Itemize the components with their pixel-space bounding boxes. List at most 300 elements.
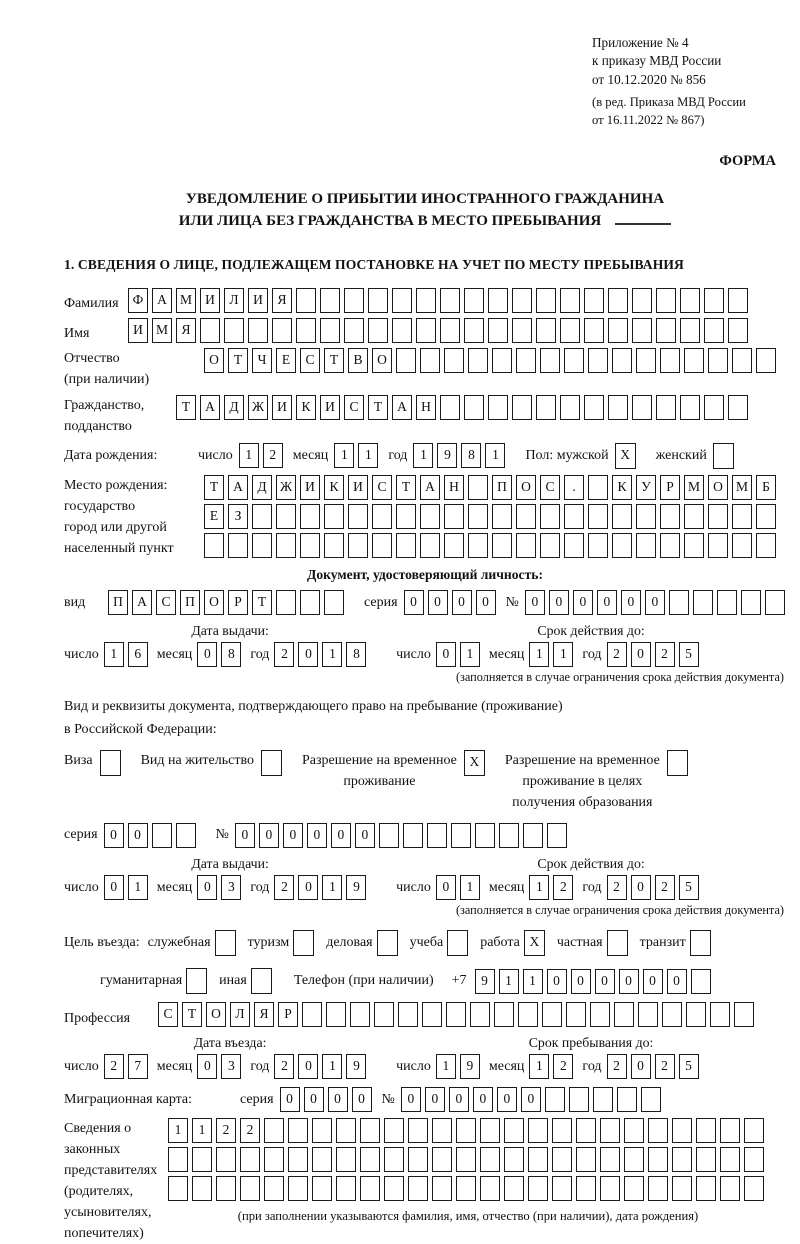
char-cell[interactable] — [560, 395, 580, 420]
char-cell[interactable]: К — [324, 475, 344, 500]
char-cell[interactable]: 0 — [473, 1087, 493, 1112]
char-cell[interactable] — [272, 318, 292, 343]
char-cell[interactable]: 2 — [607, 1054, 627, 1079]
char-cell[interactable]: 0 — [197, 875, 217, 900]
char-cell[interactable] — [708, 533, 728, 558]
char-cell[interactable] — [403, 823, 423, 848]
char-cell[interactable]: У — [636, 475, 656, 500]
char-cell[interactable] — [720, 1176, 740, 1201]
char-cell[interactable]: 0 — [352, 1087, 372, 1112]
char-cell[interactable]: О — [206, 1002, 226, 1027]
char-cell[interactable] — [617, 1087, 637, 1112]
char-cell[interactable]: А — [228, 475, 248, 500]
char-cell[interactable] — [540, 533, 560, 558]
char-cell[interactable]: 1 — [529, 642, 549, 667]
char-cell[interactable] — [344, 288, 364, 313]
char-cell[interactable]: Д — [252, 475, 272, 500]
char-cell[interactable]: 2 — [553, 1054, 573, 1079]
char-cell[interactable] — [614, 1002, 634, 1027]
char-cell[interactable] — [600, 1147, 620, 1172]
char-cell[interactable] — [348, 533, 368, 558]
char-cell[interactable] — [656, 288, 676, 313]
char-cell[interactable]: 1 — [553, 642, 573, 667]
purpose-transit-checkbox[interactable] — [690, 930, 711, 956]
char-cell[interactable] — [408, 1118, 428, 1143]
char-cell[interactable]: 0 — [643, 969, 663, 994]
char-cell[interactable] — [312, 1118, 332, 1143]
char-cell[interactable] — [636, 533, 656, 558]
char-cell[interactable]: Т — [252, 590, 272, 615]
char-cell[interactable]: И — [128, 318, 148, 343]
char-cell[interactable] — [728, 288, 748, 313]
char-cell[interactable]: 8 — [461, 443, 481, 468]
char-cell[interactable]: 2 — [655, 875, 675, 900]
char-cell[interactable] — [288, 1118, 308, 1143]
char-cell[interactable]: 3 — [221, 1054, 241, 1079]
char-cell[interactable] — [456, 1176, 476, 1201]
char-cell[interactable]: Я — [254, 1002, 274, 1027]
char-cell[interactable] — [264, 1176, 284, 1201]
char-cell[interactable]: Т — [324, 348, 344, 373]
char-cell[interactable]: Я — [176, 318, 196, 343]
char-cell[interactable] — [588, 533, 608, 558]
char-cell[interactable] — [384, 1176, 404, 1201]
char-cell[interactable]: П — [492, 475, 512, 500]
char-cell[interactable] — [464, 395, 484, 420]
char-cell[interactable]: 1 — [413, 443, 433, 468]
char-cell[interactable]: 0 — [425, 1087, 445, 1112]
char-cell[interactable]: Е — [276, 348, 296, 373]
char-cell[interactable] — [444, 504, 464, 529]
char-cell[interactable]: А — [132, 590, 152, 615]
char-cell[interactable]: 1 — [523, 969, 543, 994]
char-cell[interactable] — [408, 1147, 428, 1172]
char-cell[interactable]: 0 — [128, 823, 148, 848]
char-cell[interactable] — [480, 1176, 500, 1201]
char-cell[interactable] — [648, 1147, 668, 1172]
female-checkbox[interactable] — [713, 443, 734, 469]
char-cell[interactable]: 9 — [460, 1054, 480, 1079]
char-cell[interactable]: 1 — [322, 875, 342, 900]
char-cell[interactable]: 0 — [436, 875, 456, 900]
char-cell[interactable] — [374, 1002, 394, 1027]
char-cell[interactable] — [545, 1087, 565, 1112]
char-cell[interactable] — [264, 1147, 284, 1172]
char-cell[interactable] — [470, 1002, 490, 1027]
purpose-work-checkbox[interactable]: X — [524, 930, 545, 956]
char-cell[interactable]: 0 — [619, 969, 639, 994]
char-cell[interactable]: 9 — [437, 443, 457, 468]
char-cell[interactable]: Т — [396, 475, 416, 500]
char-cell[interactable] — [540, 504, 560, 529]
char-cell[interactable] — [416, 288, 436, 313]
char-cell[interactable] — [600, 1176, 620, 1201]
char-cell[interactable] — [432, 1118, 452, 1143]
char-cell[interactable] — [488, 395, 508, 420]
char-cell[interactable]: 0 — [401, 1087, 421, 1112]
char-cell[interactable] — [756, 533, 776, 558]
char-cell[interactable] — [300, 590, 320, 615]
char-cell[interactable] — [396, 348, 416, 373]
char-cell[interactable] — [552, 1118, 572, 1143]
char-cell[interactable] — [440, 288, 460, 313]
char-cell[interactable] — [320, 318, 340, 343]
char-cell[interactable]: 1 — [322, 1054, 342, 1079]
char-cell[interactable]: Т — [368, 395, 388, 420]
char-cell[interactable] — [704, 395, 724, 420]
char-cell[interactable] — [552, 1147, 572, 1172]
char-cell[interactable] — [350, 1002, 370, 1027]
char-cell[interactable] — [368, 288, 388, 313]
char-cell[interactable] — [672, 1118, 692, 1143]
char-cell[interactable]: 2 — [274, 642, 294, 667]
char-cell[interactable] — [200, 318, 220, 343]
char-cell[interactable]: И — [272, 395, 292, 420]
char-cell[interactable] — [576, 1147, 596, 1172]
char-cell[interactable]: И — [320, 395, 340, 420]
char-cell[interactable] — [480, 1147, 500, 1172]
char-cell[interactable]: 9 — [346, 875, 366, 900]
char-cell[interactable] — [360, 1176, 380, 1201]
char-cell[interactable] — [392, 288, 412, 313]
char-cell[interactable]: А — [152, 288, 172, 313]
purpose-official-checkbox[interactable] — [215, 930, 236, 956]
char-cell[interactable]: И — [348, 475, 368, 500]
char-cell[interactable] — [384, 1118, 404, 1143]
char-cell[interactable] — [765, 590, 785, 615]
char-cell[interactable] — [168, 1176, 188, 1201]
char-cell[interactable] — [741, 590, 761, 615]
char-cell[interactable] — [744, 1118, 764, 1143]
char-cell[interactable]: С — [540, 475, 560, 500]
char-cell[interactable] — [576, 1118, 596, 1143]
char-cell[interactable] — [564, 504, 584, 529]
char-cell[interactable] — [624, 1118, 644, 1143]
char-cell[interactable] — [518, 1002, 538, 1027]
char-cell[interactable] — [444, 533, 464, 558]
char-cell[interactable] — [669, 590, 689, 615]
char-cell[interactable] — [336, 1147, 356, 1172]
char-cell[interactable]: 0 — [235, 823, 255, 848]
char-cell[interactable]: М — [732, 475, 752, 500]
char-cell[interactable] — [540, 348, 560, 373]
char-cell[interactable]: А — [392, 395, 412, 420]
char-cell[interactable] — [744, 1147, 764, 1172]
char-cell[interactable]: 0 — [283, 823, 303, 848]
char-cell[interactable] — [504, 1147, 524, 1172]
char-cell[interactable]: 2 — [553, 875, 573, 900]
char-cell[interactable] — [276, 590, 296, 615]
char-cell[interactable] — [560, 318, 580, 343]
char-cell[interactable]: И — [300, 475, 320, 500]
char-cell[interactable]: 5 — [679, 642, 699, 667]
char-cell[interactable] — [300, 533, 320, 558]
char-cell[interactable] — [728, 318, 748, 343]
char-cell[interactable]: 0 — [280, 1087, 300, 1112]
char-cell[interactable]: Л — [224, 288, 244, 313]
char-cell[interactable]: 0 — [631, 875, 651, 900]
char-cell[interactable] — [348, 504, 368, 529]
char-cell[interactable]: Т — [204, 475, 224, 500]
char-cell[interactable] — [360, 1118, 380, 1143]
char-cell[interactable] — [717, 590, 737, 615]
char-cell[interactable] — [312, 1176, 332, 1201]
char-cell[interactable]: Б — [756, 475, 776, 500]
char-cell[interactable] — [396, 533, 416, 558]
char-cell[interactable] — [494, 1002, 514, 1027]
char-cell[interactable]: О — [708, 475, 728, 500]
char-cell[interactable] — [708, 504, 728, 529]
char-cell[interactable]: 1 — [358, 443, 378, 468]
char-cell[interactable]: 0 — [521, 1087, 541, 1112]
purpose-study-checkbox[interactable] — [447, 930, 468, 956]
char-cell[interactable]: Ф — [128, 288, 148, 313]
char-cell[interactable]: 0 — [621, 590, 641, 615]
char-cell[interactable]: А — [420, 475, 440, 500]
char-cell[interactable] — [704, 288, 724, 313]
char-cell[interactable]: 0 — [631, 1054, 651, 1079]
char-cell[interactable] — [396, 504, 416, 529]
char-cell[interactable] — [512, 288, 532, 313]
char-cell[interactable]: Я — [272, 288, 292, 313]
char-cell[interactable] — [744, 1176, 764, 1201]
char-cell[interactable]: 2 — [607, 642, 627, 667]
char-cell[interactable] — [728, 395, 748, 420]
char-cell[interactable] — [612, 504, 632, 529]
char-cell[interactable] — [296, 318, 316, 343]
char-cell[interactable] — [732, 348, 752, 373]
char-cell[interactable]: В — [348, 348, 368, 373]
char-cell[interactable] — [569, 1087, 589, 1112]
char-cell[interactable]: 1 — [192, 1118, 212, 1143]
char-cell[interactable]: С — [372, 475, 392, 500]
char-cell[interactable]: 0 — [304, 1087, 324, 1112]
char-cell[interactable] — [464, 288, 484, 313]
char-cell[interactable] — [516, 504, 536, 529]
char-cell[interactable]: 8 — [346, 642, 366, 667]
title-blank-underline[interactable] — [615, 211, 671, 225]
char-cell[interactable]: 2 — [274, 1054, 294, 1079]
char-cell[interactable]: 0 — [197, 642, 217, 667]
char-cell[interactable] — [588, 475, 608, 500]
char-cell[interactable] — [672, 1176, 692, 1201]
char-cell[interactable] — [228, 533, 248, 558]
char-cell[interactable]: 2 — [216, 1118, 236, 1143]
char-cell[interactable] — [708, 348, 728, 373]
char-cell[interactable]: 0 — [197, 1054, 217, 1079]
residence-permit-checkbox[interactable] — [261, 750, 282, 776]
char-cell[interactable] — [756, 504, 776, 529]
purpose-tourism-checkbox[interactable] — [293, 930, 314, 956]
char-cell[interactable] — [398, 1002, 418, 1027]
char-cell[interactable] — [564, 348, 584, 373]
char-cell[interactable] — [588, 504, 608, 529]
char-cell[interactable]: Р — [228, 590, 248, 615]
char-cell[interactable] — [432, 1176, 452, 1201]
char-cell[interactable] — [432, 1147, 452, 1172]
char-cell[interactable]: 0 — [573, 590, 593, 615]
char-cell[interactable] — [576, 1176, 596, 1201]
char-cell[interactable] — [468, 504, 488, 529]
char-cell[interactable] — [504, 1118, 524, 1143]
char-cell[interactable]: 3 — [221, 875, 241, 900]
char-cell[interactable] — [216, 1147, 236, 1172]
char-cell[interactable]: 5 — [679, 1054, 699, 1079]
char-cell[interactable]: 2 — [607, 875, 627, 900]
char-cell[interactable] — [636, 504, 656, 529]
char-cell[interactable] — [468, 475, 488, 500]
temp-residence-checkbox[interactable]: X — [464, 750, 485, 776]
char-cell[interactable] — [756, 348, 776, 373]
char-cell[interactable]: О — [516, 475, 536, 500]
char-cell[interactable] — [312, 1147, 332, 1172]
char-cell[interactable]: 2 — [263, 443, 283, 468]
char-cell[interactable] — [288, 1147, 308, 1172]
char-cell[interactable]: И — [200, 288, 220, 313]
male-checkbox[interactable]: X — [615, 443, 636, 469]
visa-checkbox[interactable] — [100, 750, 121, 776]
char-cell[interactable] — [488, 288, 508, 313]
char-cell[interactable]: 0 — [595, 969, 615, 994]
char-cell[interactable] — [632, 395, 652, 420]
char-cell[interactable]: 1 — [529, 875, 549, 900]
char-cell[interactable]: Е — [204, 504, 224, 529]
char-cell[interactable]: Т — [182, 1002, 202, 1027]
char-cell[interactable] — [240, 1176, 260, 1201]
char-cell[interactable] — [636, 348, 656, 373]
char-cell[interactable]: 1 — [436, 1054, 456, 1079]
char-cell[interactable] — [552, 1176, 572, 1201]
char-cell[interactable] — [528, 1118, 548, 1143]
char-cell[interactable] — [392, 318, 412, 343]
char-cell[interactable] — [468, 533, 488, 558]
char-cell[interactable] — [475, 823, 495, 848]
char-cell[interactable] — [192, 1147, 212, 1172]
char-cell[interactable] — [499, 823, 519, 848]
char-cell[interactable] — [451, 823, 471, 848]
char-cell[interactable] — [684, 504, 704, 529]
char-cell[interactable] — [710, 1002, 730, 1027]
char-cell[interactable]: П — [108, 590, 128, 615]
char-cell[interactable]: П — [180, 590, 200, 615]
char-cell[interactable] — [324, 533, 344, 558]
purpose-other-checkbox[interactable] — [251, 968, 272, 994]
char-cell[interactable]: 0 — [328, 1087, 348, 1112]
char-cell[interactable] — [488, 318, 508, 343]
char-cell[interactable] — [608, 288, 628, 313]
char-cell[interactable]: 0 — [298, 1054, 318, 1079]
char-cell[interactable]: 0 — [307, 823, 327, 848]
char-cell[interactable] — [588, 348, 608, 373]
char-cell[interactable]: К — [612, 475, 632, 500]
char-cell[interactable] — [326, 1002, 346, 1027]
char-cell[interactable]: 1 — [529, 1054, 549, 1079]
char-cell[interactable] — [523, 823, 543, 848]
char-cell[interactable] — [504, 1176, 524, 1201]
char-cell[interactable] — [593, 1087, 613, 1112]
char-cell[interactable]: К — [296, 395, 316, 420]
char-cell[interactable] — [584, 288, 604, 313]
char-cell[interactable]: С — [300, 348, 320, 373]
char-cell[interactable]: 0 — [298, 875, 318, 900]
char-cell[interactable]: 1 — [168, 1118, 188, 1143]
char-cell[interactable] — [564, 533, 584, 558]
char-cell[interactable] — [456, 1118, 476, 1143]
char-cell[interactable] — [704, 318, 724, 343]
char-cell[interactable] — [696, 1118, 716, 1143]
char-cell[interactable]: 0 — [104, 875, 124, 900]
char-cell[interactable] — [612, 533, 632, 558]
char-cell[interactable] — [492, 533, 512, 558]
char-cell[interactable] — [648, 1176, 668, 1201]
char-cell[interactable]: 0 — [452, 590, 472, 615]
char-cell[interactable] — [684, 348, 704, 373]
char-cell[interactable]: О — [204, 590, 224, 615]
char-cell[interactable] — [192, 1176, 212, 1201]
char-cell[interactable]: 0 — [449, 1087, 469, 1112]
char-cell[interactable] — [584, 395, 604, 420]
temp-residence-education-checkbox[interactable] — [667, 750, 688, 776]
char-cell[interactable] — [336, 1176, 356, 1201]
char-cell[interactable] — [686, 1002, 706, 1027]
char-cell[interactable] — [296, 288, 316, 313]
char-cell[interactable] — [440, 318, 460, 343]
char-cell[interactable]: 0 — [331, 823, 351, 848]
char-cell[interactable] — [660, 348, 680, 373]
char-cell[interactable]: 1 — [239, 443, 259, 468]
char-cell[interactable]: Т — [228, 348, 248, 373]
char-cell[interactable] — [547, 823, 567, 848]
char-cell[interactable] — [492, 504, 512, 529]
char-cell[interactable] — [512, 395, 532, 420]
char-cell[interactable]: 0 — [476, 590, 496, 615]
char-cell[interactable] — [384, 1147, 404, 1172]
char-cell[interactable] — [456, 1147, 476, 1172]
char-cell[interactable] — [416, 318, 436, 343]
char-cell[interactable]: . — [564, 475, 584, 500]
char-cell[interactable] — [542, 1002, 562, 1027]
char-cell[interactable]: С — [158, 1002, 178, 1027]
char-cell[interactable]: 0 — [428, 590, 448, 615]
char-cell[interactable] — [422, 1002, 442, 1027]
char-cell[interactable]: 0 — [497, 1087, 517, 1112]
char-cell[interactable] — [680, 288, 700, 313]
char-cell[interactable] — [662, 1002, 682, 1027]
char-cell[interactable]: 1 — [485, 443, 505, 468]
char-cell[interactable] — [320, 288, 340, 313]
char-cell[interactable] — [608, 318, 628, 343]
char-cell[interactable] — [216, 1176, 236, 1201]
char-cell[interactable] — [693, 590, 713, 615]
char-cell[interactable] — [516, 533, 536, 558]
char-cell[interactable]: М — [176, 288, 196, 313]
char-cell[interactable]: 8 — [221, 642, 241, 667]
char-cell[interactable]: С — [344, 395, 364, 420]
char-cell[interactable] — [240, 1147, 260, 1172]
char-cell[interactable]: Д — [224, 395, 244, 420]
char-cell[interactable] — [641, 1087, 661, 1112]
char-cell[interactable] — [560, 288, 580, 313]
char-cell[interactable] — [720, 1147, 740, 1172]
char-cell[interactable]: А — [200, 395, 220, 420]
char-cell[interactable] — [468, 348, 488, 373]
char-cell[interactable] — [732, 533, 752, 558]
char-cell[interactable]: 0 — [404, 590, 424, 615]
char-cell[interactable] — [464, 318, 484, 343]
char-cell[interactable] — [732, 504, 752, 529]
char-cell[interactable]: 7 — [128, 1054, 148, 1079]
char-cell[interactable]: И — [248, 288, 268, 313]
